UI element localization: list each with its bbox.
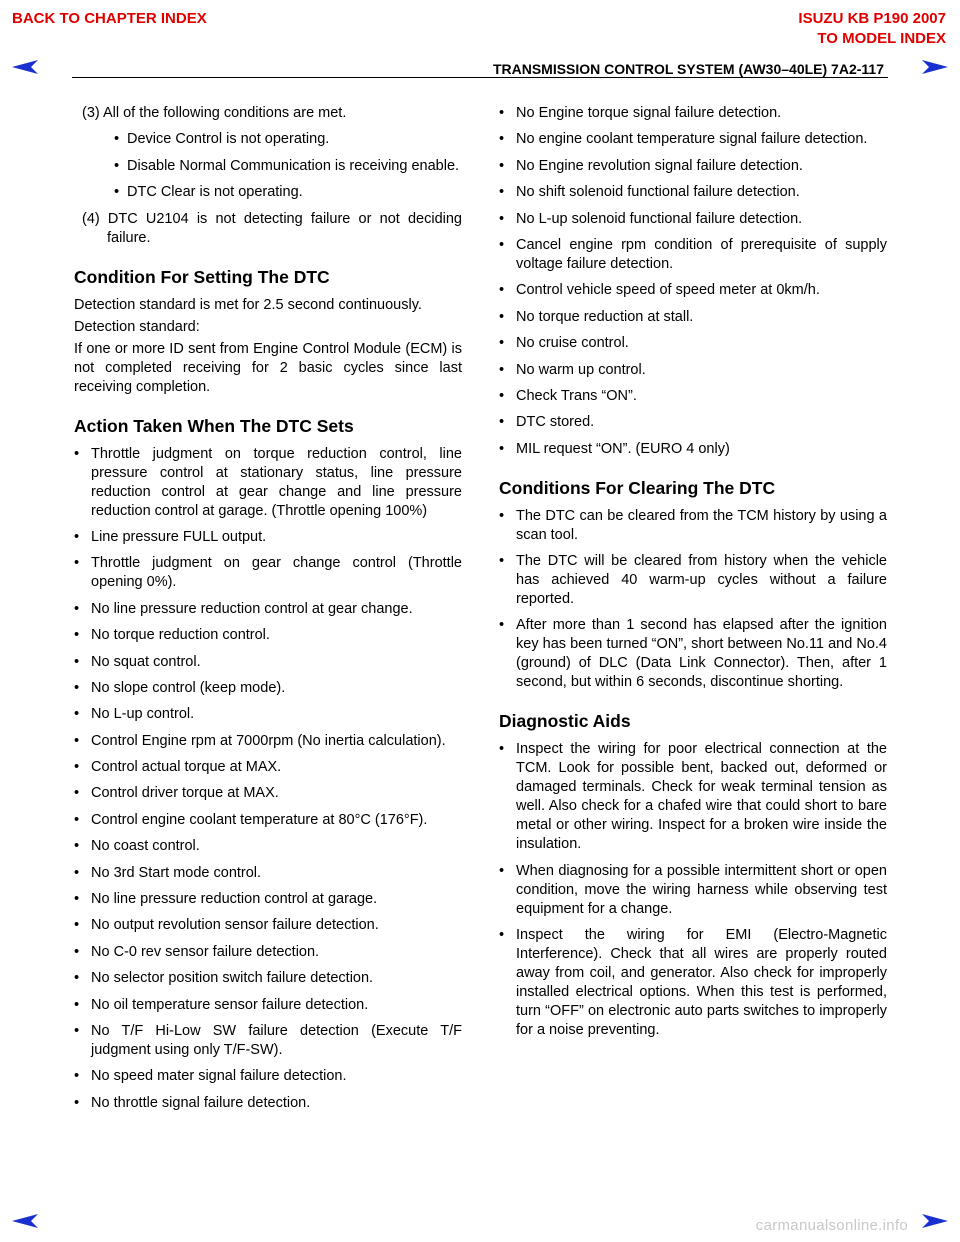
action-item: • No L-up solenoid functional failure detection. (499, 210, 887, 229)
action-item: • No cruise control. (499, 334, 887, 353)
action-item: • No selector position switch failure detection. (74, 969, 462, 988)
condition-3: (3) All of the following conditions are met. (82, 105, 347, 121)
back-to-chapter-index-link[interactable]: BACK TO CHAPTER INDEX (12, 10, 207, 27)
condition-3-bullet: • Disable Normal Communication is receiving enable. (74, 157, 462, 176)
diagnostic-aid-item: • When diagnosing for a possible intermittent short or open condition, move the wiring harness while observing test equipment for a change. (499, 862, 887, 919)
action-item: • No coast control. (74, 837, 462, 856)
action-item: • No squat control. (74, 653, 462, 672)
action-item: • No engine coolant temperature signal failure detection. (499, 130, 887, 149)
action-item: • No throttle signal failure detection. (74, 1094, 462, 1113)
page-header-title: TRANSMISSION CONTROL SYSTEM (AW30–40LE) 7A2-117 (492, 61, 884, 77)
action-item: • No line pressure reduction control at garage. (74, 890, 462, 909)
action-item: • Throttle judgment on torque reduction control, line pressure control at stationary status, line pressure reduction control at gear change and line pressure reduction control at garage. (Throttle opening 100%) (74, 445, 462, 521)
diagnostic-aid-item: • Inspect the wiring for poor electrical connection at the TCM. Look for possible bent, backed out, deformed or damaged terminals. Check for weak terminal tension as well. Also check for a chafed wire that could short to bare metal or other wiring. Inspect for a broken wire inside the insulation. (499, 740, 887, 854)
clearing-heading: Conditions For Clearing The DTC (499, 477, 776, 498)
action-heading: Action Taken When The DTC Sets (74, 415, 354, 436)
action-item: • No C-0 rev sensor failure detection. (74, 943, 462, 962)
left-column (74, 104, 462, 1120)
condition-3-bullet: • Device Control is not operating. (74, 130, 462, 149)
action-item: • Control Engine rpm at 7000rpm (No inertia calculation). (74, 732, 462, 751)
setting-paragraph: If one or more ID sent from Engine Control Module (ECM) is not completed receiving for 2 basic cycles since last receiving completion. (74, 340, 462, 395)
action-item: • No L-up control. (74, 705, 462, 724)
watermark: carmanualsonline.info (755, 1217, 908, 1234)
action-item: • No warm up control. (499, 361, 887, 380)
diagnostic-aid-item: • Inspect the wiring for EMI (Electro-Magnetic Interference). Check that all wires are properly routed away from coil, and generator. Also check for improperly installed electrical options. When this test is performed, turn “OFF” on electronic auto parts switches to improperly for a noise preventing. (499, 926, 887, 1040)
action-item: • No Engine revolution signal failure detection. (499, 157, 887, 176)
next-page-arrow-icon[interactable] (922, 60, 948, 74)
header-divider (72, 77, 888, 78)
action-item: • No output revolution sensor failure detection. (74, 916, 462, 935)
setting-paragraph: Detection standard is met for 2.5 second continuously. (74, 296, 422, 313)
right-column (499, 104, 887, 1048)
condition-4: (4) DTC U2104 is not detecting failure or not deciding failure. (82, 210, 462, 246)
action-item: • No Engine torque signal failure detection. (499, 104, 887, 123)
action-item: • DTC stored. (499, 413, 887, 432)
action-item: • MIL request “ON”. (EURO 4 only) (499, 440, 887, 459)
action-item: • No torque reduction at stall. (499, 308, 887, 327)
action-item: • Control engine coolant temperature at 80°C (176°F). (74, 811, 462, 830)
action-item: • Control driver torque at MAX. (74, 784, 462, 803)
action-item: • No speed mater signal failure detection. (74, 1067, 462, 1086)
action-item: • No T/F Hi-Low SW failure detection (Execute T/F judgment using only T/F-SW). (74, 1022, 462, 1060)
action-item: • No 3rd Start mode control. (74, 864, 462, 883)
action-item: • No slope control (keep mode). (74, 679, 462, 698)
setting-paragraph: Detection standard: (74, 318, 200, 335)
next-page-arrow-bottom-icon[interactable] (922, 1214, 948, 1228)
action-item: • No line pressure reduction control at gear change. (74, 600, 462, 619)
diagnostic-aids-heading: Diagnostic Aids (499, 711, 631, 732)
to-model-index-link[interactable]: TO MODEL INDEX (817, 30, 946, 47)
setting-heading: Condition For Setting The DTC (74, 266, 330, 287)
previous-page-arrow-icon[interactable] (12, 60, 38, 74)
action-item: • No oil temperature sensor failure detection. (74, 996, 462, 1015)
action-item: • Control actual torque at MAX. (74, 758, 462, 777)
clearing-item: • The DTC will be cleared from history when the vehicle has achieved 40 warm-up cycles without a failure reported. (499, 552, 887, 609)
action-item: • No shift solenoid functional failure detection. (499, 183, 887, 202)
model-title: ISUZU KB P190 2007 (798, 10, 946, 27)
action-item: • Control vehicle speed of speed meter at 0km/h. (499, 281, 887, 300)
action-item: • Throttle judgment on gear change control (Throttle opening 0%). (74, 554, 462, 592)
action-item: • No torque reduction control. (74, 626, 462, 645)
clearing-item: • After more than 1 second has elapsed after the ignition key has been turned “ON”, short between No.11 and No.4 (ground) of DLC (Data Link Connector). Then, after 1 second, but within 6 seconds, discontinue shorting. (499, 616, 887, 692)
action-item: • Check Trans “ON”. (499, 387, 887, 406)
action-item: • Line pressure FULL output. (74, 528, 462, 547)
condition-3-bullet: • DTC Clear is not operating. (74, 183, 462, 202)
action-item: • Cancel engine rpm condition of prerequisite of supply voltage failure detection. (499, 236, 887, 274)
previous-page-arrow-bottom-icon[interactable] (12, 1214, 38, 1228)
clearing-item: • The DTC can be cleared from the TCM history by using a scan tool. (499, 507, 887, 545)
